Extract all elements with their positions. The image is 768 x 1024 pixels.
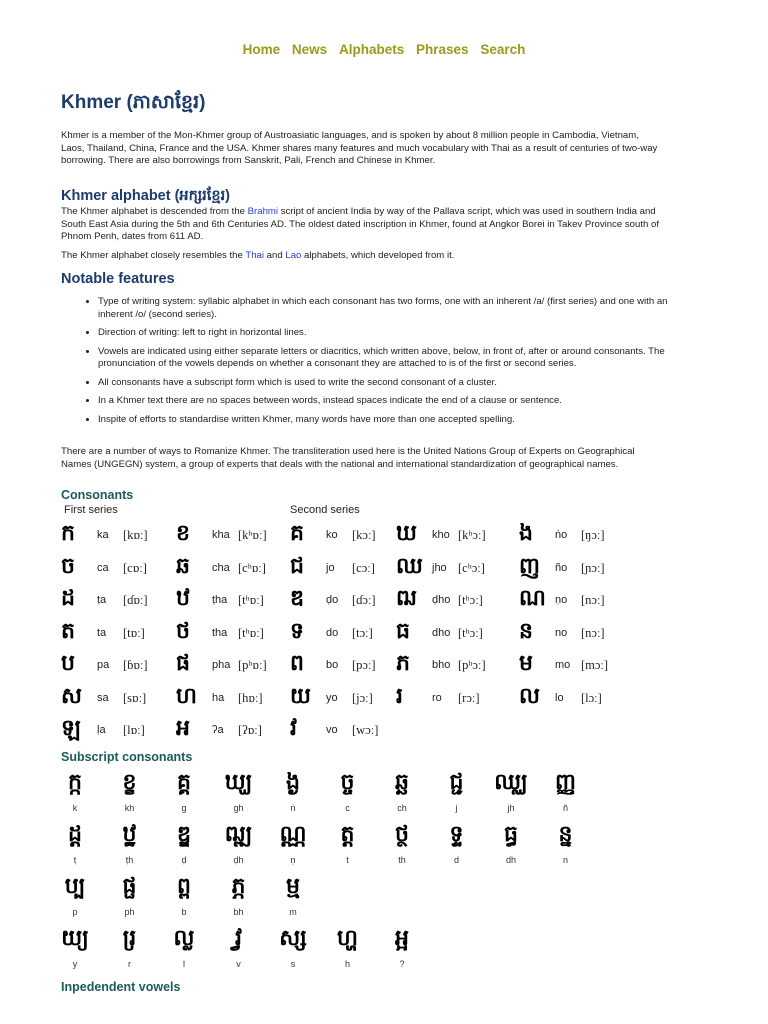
base-letter: ឋ <box>122 822 137 847</box>
base-letter: ត <box>340 822 355 847</box>
subscript-label: ṭ <box>73 855 77 865</box>
subscript-cell <box>328 924 368 974</box>
subscript-glyph <box>546 820 586 850</box>
transliteration: lo <box>555 691 564 704</box>
transliteration: ḍho <box>432 594 451 606</box>
khmer-letter: ព <box>290 651 304 676</box>
subscript-label: jh <box>507 803 515 813</box>
list-item: • Inspite of efforts to standardise written Khmer, many words have more than one accepted spelling. <box>98 414 678 427</box>
subscript-glyph <box>382 924 422 954</box>
khmer-letter: ឋ <box>176 586 190 611</box>
subscript-glyph <box>273 768 313 798</box>
subscript-cell <box>55 768 95 818</box>
ipa-pronunciation: [tʰɒː] <box>238 625 264 640</box>
subscript-cell <box>382 768 422 818</box>
base-letter: ឃ <box>224 770 253 795</box>
subscript-label: l <box>183 959 185 969</box>
transliteration: vo <box>326 724 338 736</box>
khmer-letter: ឆ <box>176 553 190 579</box>
base-letter: ប <box>64 874 86 899</box>
subscript-label: ñ <box>562 803 568 813</box>
subscript-cell <box>546 820 586 870</box>
khmer-letter: ឃ <box>396 521 417 546</box>
subscript-cell <box>164 768 204 818</box>
khmer-letter: ហ <box>176 683 197 709</box>
khmer-letter: ន <box>519 618 533 644</box>
ipa-pronunciation: [tʰɔː] <box>458 593 483 607</box>
khmer-letter: យ <box>290 683 311 709</box>
subscript-label: t <box>346 855 349 865</box>
subscript-label: r <box>128 959 131 969</box>
transliteration: bo <box>326 659 339 671</box>
subscript-glyph <box>437 768 477 798</box>
ipa-pronunciation: [lɒː] <box>123 723 145 737</box>
subscript-glyph <box>219 872 259 902</box>
base-letter: ជ <box>449 770 464 795</box>
khmer-letter: ច <box>61 553 75 579</box>
ipa-pronunciation: [kɔː] <box>352 528 376 542</box>
ipa-pronunciation: [cɔː] <box>352 560 375 575</box>
alphabet-heading: Khmer alphabet (អក្សរខ្មែរ) <box>61 188 231 204</box>
base-letter: ហ <box>337 926 358 951</box>
transliteration: jo <box>326 561 335 574</box>
transliteration: ʔa <box>212 724 224 736</box>
subscript-glyph <box>273 820 313 850</box>
transliteration: dho <box>432 626 451 639</box>
ipa-pronunciation: [jɔː] <box>352 690 373 705</box>
base-letter: អ <box>395 926 409 951</box>
base-letter: ណ <box>279 822 307 847</box>
subscript-label: ḍh <box>233 855 244 865</box>
base-letter: ឍ <box>224 822 253 847</box>
khmer-letter: ត <box>61 618 75 644</box>
subscript-cell <box>491 768 531 818</box>
lao-link[interactable]: Lao <box>285 250 302 261</box>
list-item: • Type of writing system: syllabic alphabet in which each consonant has two forms, one with an inherent /a/ (first series) and one with an inherent /o/ (second series). <box>98 296 678 321</box>
transliteration: ko <box>326 529 338 541</box>
subscript-label: c <box>345 803 350 813</box>
ipa-pronunciation: [pʰɒː] <box>238 658 267 672</box>
base-letter: ផ <box>122 874 137 899</box>
base-letter: ង <box>286 770 300 795</box>
second-series-label: Second series <box>290 504 360 516</box>
subscript-glyph <box>219 924 259 954</box>
subscript-cell <box>55 872 95 922</box>
ipa-pronunciation: [cɒː] <box>123 560 147 575</box>
ipa-pronunciation: [kɒː] <box>123 528 148 542</box>
base-letter: ច <box>340 770 355 795</box>
subscript-glyph <box>164 924 204 954</box>
nav-phrases-link[interactable]: Phrases <box>416 42 469 57</box>
khmer-letter: ថ <box>176 618 190 644</box>
ipa-pronunciation: [mɔː] <box>581 658 609 672</box>
alphabet-history-paragraph <box>61 206 661 244</box>
intro-paragraph: Khmer is a member of the Mon-Khmer group of Austroasiatic languages, and is spoken by about 8 million people in Cambodia, Vietnam, Laos, Thailand, China, France and the USA. Khmer shares many features and much vocabulary with Thai as a result of centuries of two-way borrowing. There are also borrowings from Sanskrit, Pali, French and Chinese in Khmer. <box>61 130 658 166</box>
subscript-label: dh <box>505 855 516 865</box>
ipa-pronunciation: [hɒː] <box>238 690 263 705</box>
khmer-letter: ញ <box>519 553 540 579</box>
ipa-pronunciation: [ŋɔː] <box>581 528 605 542</box>
ipa-pronunciation: [kʰɔː] <box>458 528 486 542</box>
subscript-glyph <box>55 820 95 850</box>
subscript-cell <box>273 768 313 818</box>
transliteration: kha <box>212 529 230 541</box>
ipa-pronunciation: [rɔː] <box>458 690 480 705</box>
subscript-cell <box>491 820 531 870</box>
khmer-letter: ស <box>61 683 82 709</box>
subscript-glyph <box>55 924 95 954</box>
subscript-label: h <box>344 959 350 969</box>
base-letter: ម <box>286 874 300 899</box>
features-list <box>80 296 678 432</box>
nav-home-link[interactable]: Home <box>242 42 281 57</box>
subscript-cell <box>164 820 204 870</box>
subscript-label: th <box>398 855 406 865</box>
base-letter: គ <box>177 770 191 795</box>
transliteration: ḷa <box>97 724 106 736</box>
subscript-glyph <box>437 820 477 850</box>
subscript-cell <box>219 820 259 870</box>
subscript-glyph <box>328 924 368 954</box>
base-letter: ភ <box>231 874 246 899</box>
subscript-glyph <box>55 768 95 798</box>
base-letter: ព <box>177 874 191 899</box>
transliteration: ro <box>432 691 442 704</box>
consonants-heading: Consonants <box>61 488 134 502</box>
khmer-letter: ឈ <box>396 553 423 579</box>
nav-search-link[interactable]: Search <box>480 42 526 57</box>
transliteration: ta <box>97 626 107 639</box>
khmer-letter: ដ <box>61 586 75 611</box>
transliteration: jho <box>432 561 447 574</box>
ipa-pronunciation: [kʰɒː] <box>238 528 267 542</box>
base-letter: ស <box>279 926 307 951</box>
base-letter: ខ <box>122 770 137 795</box>
first-series-label: First series <box>64 504 118 516</box>
ipa-pronunciation: [pʰɔː] <box>458 658 486 672</box>
subscript-consonants-table <box>61 768 661 973</box>
subscript-glyph <box>110 872 150 902</box>
transliteration: pha <box>212 659 231 671</box>
ipa-pronunciation: [ɗɔː] <box>352 593 376 607</box>
khmer-letter: គ <box>290 521 304 546</box>
subscript-glyph <box>273 872 313 902</box>
text-run: The Khmer alphabet closely resembles the <box>61 250 246 261</box>
subscript-glyph <box>546 768 586 798</box>
subscript-cell <box>164 872 204 922</box>
subscript-label: ṭh <box>125 855 134 865</box>
subscript-cell <box>437 768 477 818</box>
khmer-letter: ឍ <box>396 586 417 611</box>
subscript-label: ph <box>124 907 135 917</box>
subscript-cell <box>55 820 95 870</box>
subscript-label: kh <box>124 803 135 813</box>
ipa-pronunciation: [wɔː] <box>352 723 379 737</box>
khmer-letter: ផ <box>176 651 190 676</box>
khmer-letter: ខ <box>176 521 190 546</box>
ipa-pronunciation: [tɔː] <box>352 625 373 640</box>
independent-vowels-heading: Inpedendent vowels <box>61 980 181 994</box>
subscript-cell <box>219 768 259 818</box>
ipa-pronunciation: [pɔː] <box>352 658 376 672</box>
base-letter: ន <box>558 822 573 847</box>
list-item: • In a Khmer text there are no spaces between words, instead spaces indicate the end of a clause or sentence. <box>98 395 678 408</box>
subscript-label: k <box>72 803 78 813</box>
khmer-letter: រ <box>396 683 403 709</box>
subscript-label: ḍ <box>181 855 187 865</box>
transliteration: ño <box>555 561 568 574</box>
subscript-glyph <box>164 820 204 850</box>
base-letter: ក <box>68 770 82 795</box>
base-letter: ញ <box>555 770 576 795</box>
subscript-glyph <box>55 872 95 902</box>
khmer-letter: អ <box>176 716 190 741</box>
subscript-label: v <box>236 959 241 969</box>
subscript-label: b <box>181 907 187 917</box>
subscript-cell <box>546 768 586 818</box>
base-letter: ដ <box>68 822 82 847</box>
base-letter: ធ <box>504 822 518 847</box>
alphabet-resemblance-paragraph <box>61 250 661 263</box>
transliteration: tha <box>212 626 228 639</box>
khmer-letter: ឌ <box>290 586 304 611</box>
transliteration: kho <box>432 529 450 541</box>
subscript-glyph <box>164 768 204 798</box>
transliteration: do <box>326 626 339 639</box>
subscript-cell <box>382 820 422 870</box>
ipa-pronunciation: [ɗɒː] <box>123 593 148 607</box>
khmer-letter: ង <box>519 521 533 546</box>
romanization-paragraph: There are a number of ways to Romanize Khmer. The transliteration used here is the United Nations Group of Experts on Geographical Names (UNGEGN) system, a group of experts that deals with the national and international standardization of geographical names. <box>61 446 635 470</box>
base-letter: ឌ <box>177 822 191 847</box>
top-nav <box>0 42 768 57</box>
base-letter: រ <box>122 926 137 951</box>
ipa-pronunciation: [ʔɒː] <box>238 723 262 737</box>
subscript-cell <box>55 924 95 974</box>
subscript-cell <box>164 924 204 974</box>
subscript-label: d <box>453 855 459 865</box>
transliteration: yo <box>326 691 338 704</box>
transliteration: ṭa <box>97 594 107 606</box>
khmer-letter: វ <box>290 716 297 741</box>
ipa-pronunciation: [tʰɒː] <box>238 593 264 607</box>
subscript-label: gh <box>233 803 244 813</box>
base-letter: ឆ <box>395 770 409 795</box>
transliteration: bho <box>432 659 451 671</box>
ipa-pronunciation: [cʰɔː] <box>458 560 485 575</box>
khmer-letter: ទ <box>290 618 304 644</box>
subscript-label: ? <box>399 959 405 969</box>
subscript-label: y <box>72 959 78 969</box>
ipa-pronunciation: [tʰɔː] <box>458 625 483 640</box>
subscript-cell <box>219 872 259 922</box>
base-letter: ឈ <box>494 770 528 795</box>
ipa-pronunciation: [ɲɔː] <box>581 560 605 575</box>
ipa-pronunciation: [sɒː] <box>123 690 147 705</box>
transliteration: ṅo <box>555 529 568 541</box>
khmer-letter: ធ <box>396 618 410 644</box>
subscript-glyph <box>110 820 150 850</box>
base-letter: វ <box>235 926 242 951</box>
subscript-cell <box>437 820 477 870</box>
subscript-glyph <box>491 768 531 798</box>
subscript-glyph <box>328 820 368 850</box>
subscript-label: ṇ <box>290 855 296 865</box>
text-run: and <box>264 250 286 261</box>
brahmi-link[interactable]: Brahmi <box>247 206 279 217</box>
subscript-glyph <box>491 820 531 850</box>
nav-alphabets-link[interactable]: Alphabets <box>338 42 405 57</box>
subscript-glyph <box>219 820 259 850</box>
subscript-cell <box>273 924 313 974</box>
base-letter: ល <box>173 926 195 951</box>
subscript-label: ch <box>397 803 407 813</box>
subscript-glyph <box>110 768 150 798</box>
transliteration: ṇo <box>555 594 568 606</box>
khmer-letter: ល <box>519 683 540 709</box>
subscript-label: p <box>72 907 78 917</box>
subscript-glyph <box>382 768 422 798</box>
subscript-glyph <box>382 820 422 850</box>
subscript-consonants-heading: Subscript consonants <box>61 750 193 764</box>
khmer-letter: ភ <box>396 651 410 676</box>
transliteration: cha <box>212 561 230 574</box>
text-run: script of ancient India by way of the Pallava script, which was used in southern India and South East Asia during the 5th and 6th Centuries AD. The oldest dated inscription in Khmer, found at Angkor Borei in Takev Province south of Phnom Penh, dates from 611 AD. <box>61 206 660 242</box>
transliteration: ṭha <box>212 594 228 606</box>
nav-news-link[interactable]: News <box>291 42 328 57</box>
subscript-label: ṅ <box>290 803 296 813</box>
list-item: • All consonants have a subscript form which is used to write the second consonant of a cluster. <box>98 377 678 390</box>
khmer-letter: ជ <box>290 553 304 579</box>
subscript-label: n <box>562 855 568 865</box>
base-letter: យ <box>61 926 89 951</box>
subscript-cell <box>110 820 150 870</box>
text-run: alphabets, which developed from it. <box>301 250 455 261</box>
khmer-letter: ឡ <box>61 716 81 741</box>
subscript-cell <box>110 768 150 818</box>
subscript-glyph <box>273 924 313 954</box>
list-item: • Vowels are indicated using either separate letters or diacritics, which written above, below, in front of, after or around consonants. The pronunciation of the vowels depends on whether a consonant they are attached to is of the first or second series. <box>98 346 678 371</box>
list-item: • Direction of writing: left to right in horizontal lines. <box>98 327 678 340</box>
subscript-label: j <box>455 803 458 813</box>
transliteration: ka <box>97 529 109 541</box>
subscript-cell <box>328 820 368 870</box>
subscript-label: s <box>290 959 296 969</box>
transliteration: mo <box>555 659 571 671</box>
consonants-table <box>61 520 681 745</box>
subscript-glyph <box>110 924 150 954</box>
subscript-cell <box>219 924 259 974</box>
transliteration: sa <box>97 691 109 704</box>
subscript-cell <box>273 820 313 870</box>
ipa-pronunciation: [tɒː] <box>123 625 145 640</box>
transliteration: no <box>555 626 568 639</box>
transliteration: ḍo <box>326 594 339 606</box>
subscript-label: m <box>289 907 297 917</box>
subscript-label: g <box>181 803 187 813</box>
transliteration: ha <box>212 691 225 704</box>
subscript-cell <box>110 872 150 922</box>
text-run: The Khmer alphabet is descended from the <box>61 206 248 217</box>
khmer-letter: ម <box>519 651 533 676</box>
khmer-letter: ណ <box>519 586 546 611</box>
ipa-pronunciation: [ɓɒː] <box>123 658 148 672</box>
subscript-glyph <box>164 872 204 902</box>
ipa-pronunciation: [nɔː] <box>581 625 605 640</box>
khmer-letter: ក <box>61 521 75 546</box>
ipa-pronunciation: [nɔː] <box>581 593 605 607</box>
base-letter: ថ <box>395 822 409 847</box>
subscript-label: bh <box>233 907 244 917</box>
subscript-glyph <box>328 768 368 798</box>
khmer-letter: ប <box>61 651 75 676</box>
base-letter: ទ <box>449 822 464 847</box>
transliteration: pa <box>97 659 110 671</box>
subscript-glyph <box>219 768 259 798</box>
subscript-cell <box>382 924 422 974</box>
page-title: Khmer (ភាសាខ្មែរ) <box>61 92 206 113</box>
subscript-cell <box>273 872 313 922</box>
ipa-pronunciation: [cʰɒː] <box>238 560 266 575</box>
subscript-cell <box>110 924 150 974</box>
notable-features-heading: Notable features <box>61 271 175 287</box>
ipa-pronunciation: [lɔː] <box>581 690 602 705</box>
subscript-cell <box>328 768 368 818</box>
transliteration: ca <box>97 561 109 574</box>
thai-link[interactable]: Thai <box>245 250 265 261</box>
